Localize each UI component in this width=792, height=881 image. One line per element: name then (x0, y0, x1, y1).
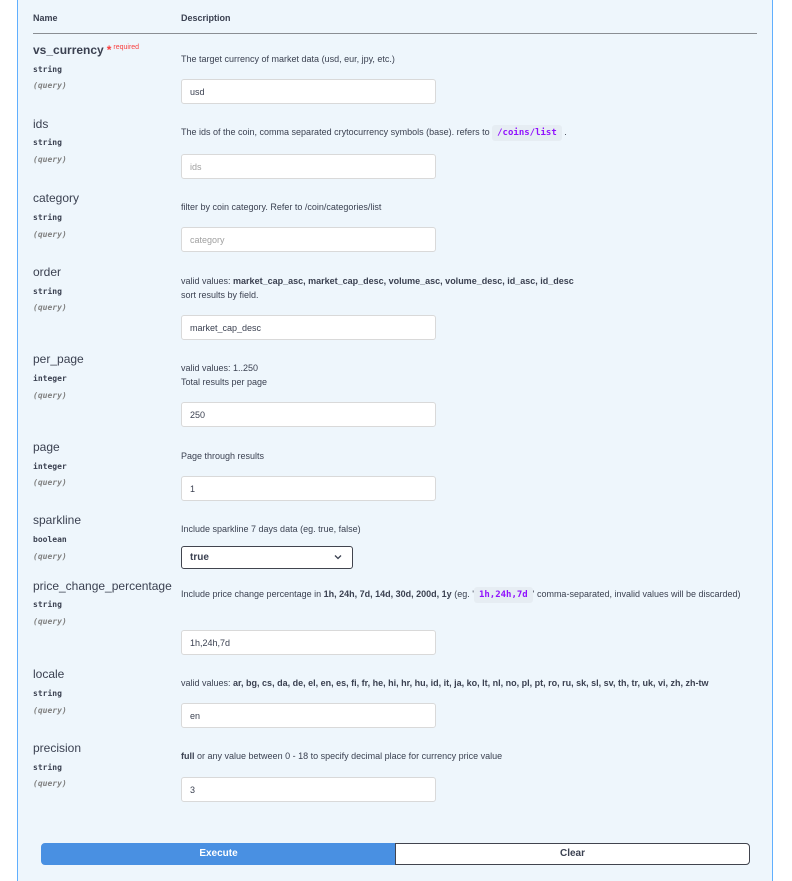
parameters-table-header (33, 0, 757, 34)
select-value: true (190, 552, 209, 563)
vs-currency-input[interactable] (181, 79, 436, 104)
param-description: filter by coin category. Refer to /coin/categories/list (181, 202, 382, 212)
param-description: Page through results (181, 451, 265, 461)
param-location: (query) (33, 779, 67, 788)
per-page-input[interactable] (181, 402, 436, 427)
param-description: Include sparkline 7 days data (eg. true, false) (181, 524, 361, 534)
locale-input[interactable] (181, 703, 436, 728)
param-description: The ids of the coin, comma separated crytocurrency symbols (base). refers to /coins/list . (181, 125, 567, 140)
param-description: valid values: 1..250 Total results per page (181, 363, 268, 387)
param-name: price_change_percentage (33, 579, 172, 593)
param-name: order (33, 265, 62, 279)
inline-code: 1h,24h,7d (474, 587, 533, 603)
param-location: (query) (33, 617, 67, 626)
param-location: (query) (33, 230, 67, 239)
param-type: boolean (33, 535, 67, 544)
param-type: string (33, 65, 62, 74)
param-location: (query) (33, 155, 67, 164)
param-location: (query) (33, 552, 67, 561)
sparkline-select[interactable] (181, 546, 353, 569)
precision-input[interactable] (181, 777, 436, 802)
param-location: (query) (33, 478, 67, 487)
chevron-down-icon (334, 553, 342, 561)
order-input[interactable] (181, 315, 436, 340)
param-type: integer (33, 462, 67, 471)
param-description: Include price change percentage in 1h, 24h, 7d, 14d, 30d, 200d, 1y (eg. ' 1h,24h,7d ' comma-separated, invalid values will be discarded) (181, 587, 757, 602)
param-type: string (33, 689, 62, 698)
param-name: per_page (33, 352, 84, 366)
required-label: required (113, 44, 140, 51)
param-location: (query) (33, 391, 67, 400)
param-name: category (33, 191, 80, 205)
header-name: Name (33, 13, 58, 23)
category-input[interactable] (181, 227, 436, 252)
page-input[interactable] (181, 476, 436, 501)
param-name: locale (33, 667, 65, 681)
param-type: integer (33, 374, 67, 383)
param-location: (query) (33, 706, 67, 715)
price-change-percentage-input[interactable] (181, 630, 436, 655)
execute-button[interactable]: Execute (41, 843, 396, 865)
required-star: * (106, 43, 112, 57)
param-description: The target currency of market data (usd, eur, jpy, etc.) (181, 54, 395, 64)
param-type: string (33, 763, 62, 772)
param-description: full or any value between 0 - 18 to specify decimal place for currency price value (181, 751, 503, 761)
param-location: (query) (33, 303, 67, 312)
param-description: valid values: market_cap_asc, market_cap_desc, volume_asc, volume_desc, id_asc, id_desc sort results by field. (181, 276, 574, 300)
coins-list-link[interactable]: /coins/list (492, 125, 562, 141)
ids-input[interactable] (181, 154, 436, 179)
param-name: precision (33, 741, 82, 755)
param-type: string (33, 287, 62, 296)
param-type: string (33, 213, 62, 222)
param-type: string (33, 600, 62, 609)
param-name: sparkline (33, 513, 82, 527)
param-description: valid values: ar, bg, cs, da, de, el, en, es, fi, fr, he, hi, hr, hu, id, it, ja, ko, lt, nl, no, pl, pt, ro, ru, sk, sl, sv, th, tr, uk, vi, zh, zh-tw (181, 678, 709, 688)
param-name: page (33, 440, 60, 454)
header-description: Description (181, 13, 231, 23)
param-type: string (33, 138, 62, 147)
clear-button[interactable]: Clear (395, 843, 750, 865)
param-name: ids (33, 117, 49, 131)
param-location: (query) (33, 81, 67, 90)
param-name: vs_currency * $^{required}$ (33, 43, 140, 57)
